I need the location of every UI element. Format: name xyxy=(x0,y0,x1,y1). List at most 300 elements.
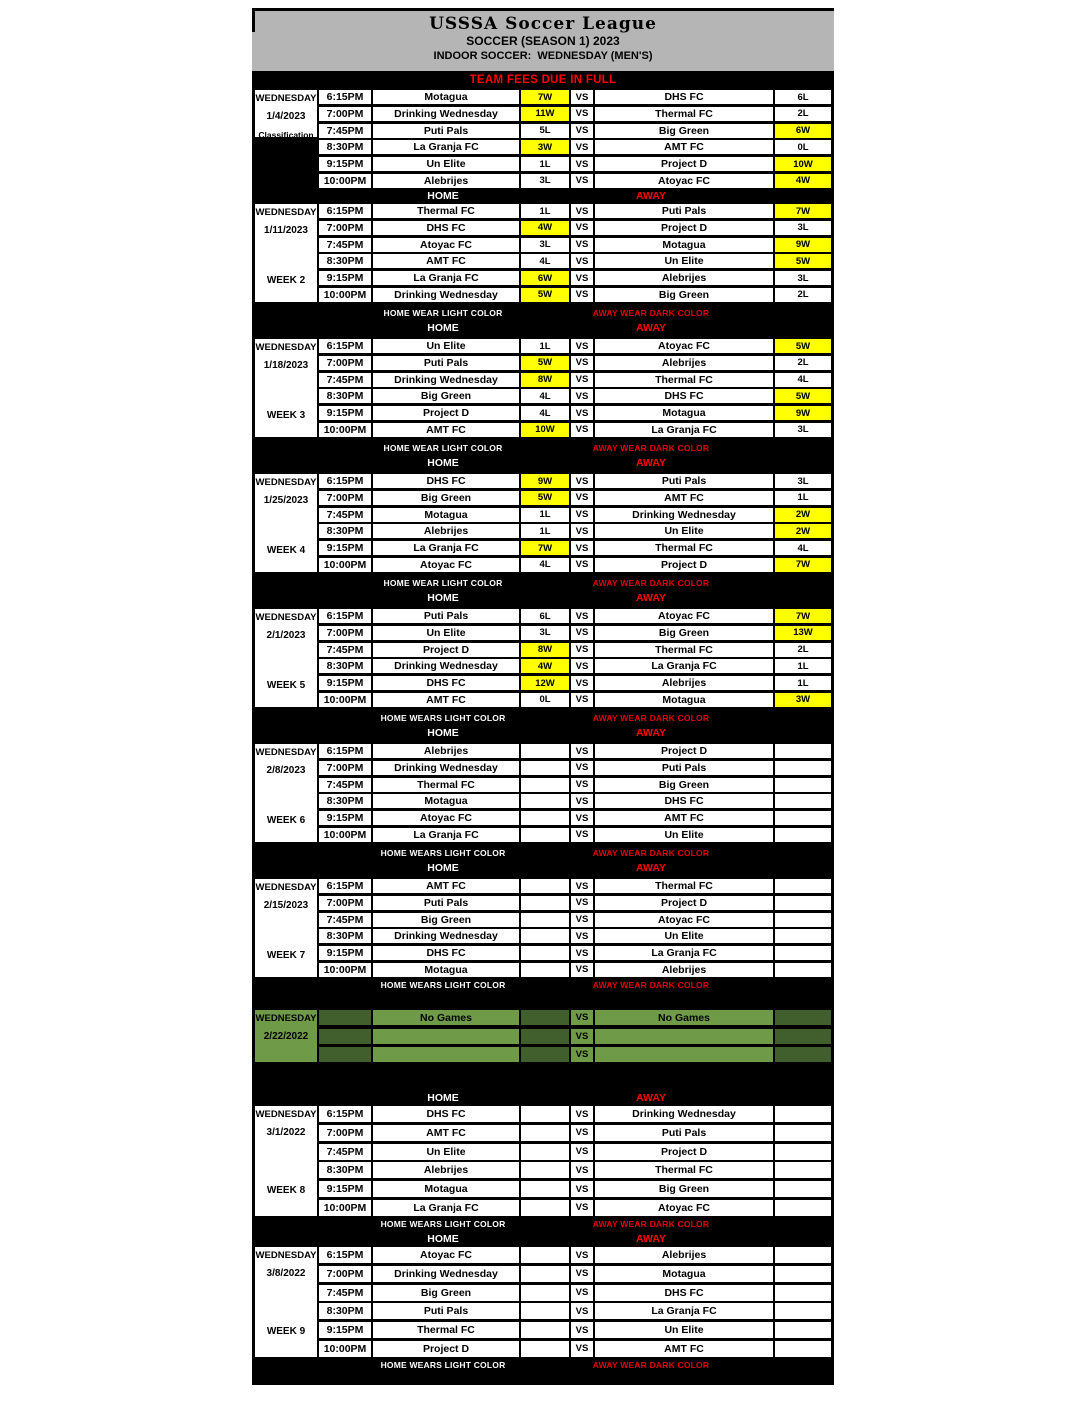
game-row xyxy=(319,90,831,104)
away-team-cell: DHS FC xyxy=(595,1285,773,1301)
away-result-cell: 2L xyxy=(775,643,831,657)
away-result-cell xyxy=(775,879,831,893)
away-team-cell: La Granja FC xyxy=(595,946,773,960)
league-header xyxy=(252,8,834,71)
home-result-cell: 5W xyxy=(521,288,569,302)
time-cell: 9:15PM xyxy=(319,157,371,171)
vs-cell: VS xyxy=(571,124,593,138)
vs-cell: VS xyxy=(571,693,593,707)
game-row xyxy=(319,558,831,572)
home-result-cell xyxy=(521,929,569,943)
date-column xyxy=(255,1010,317,1062)
week-label: WEEK 6 xyxy=(266,815,306,826)
game-row xyxy=(319,1322,831,1338)
home-result-cell: 4W xyxy=(521,221,569,235)
vs-cell: VS xyxy=(571,1285,593,1301)
time-cell: 9:15PM xyxy=(319,811,371,825)
game-row xyxy=(319,929,831,943)
away-team-cell: Un Elite xyxy=(595,254,773,268)
away-team-cell: Un Elite xyxy=(595,1322,773,1338)
day-label: WEDNESDAY xyxy=(255,612,317,623)
time-cell: 7:00PM xyxy=(319,1125,371,1141)
home-result-cell: 6W xyxy=(521,271,569,285)
band-line xyxy=(252,441,834,456)
home-band-label: HOME xyxy=(427,322,459,334)
week-label: WEEK 4 xyxy=(266,545,306,556)
game-row xyxy=(319,1303,831,1319)
games-rows xyxy=(319,1247,831,1357)
away-team-cell: Puti Pals xyxy=(595,1125,773,1141)
home-result-cell: 12W xyxy=(521,676,569,690)
away-team-cell: Atoyac FC xyxy=(595,609,773,623)
vs-cell: VS xyxy=(571,1303,593,1319)
home-team-cell: Puti Pals xyxy=(373,609,519,623)
away-result-cell xyxy=(775,1181,831,1197)
home-team-cell: Project D xyxy=(373,643,519,657)
vs-cell: VS xyxy=(571,761,593,775)
time-cell: 10:00PM xyxy=(319,558,371,572)
home-result-cell xyxy=(521,879,569,893)
away-result-cell xyxy=(775,1162,831,1178)
away-team-cell: Alebrijes xyxy=(595,1247,773,1263)
away-result-cell xyxy=(775,1322,831,1338)
away-team-cell: Thermal FC xyxy=(595,643,773,657)
home-team-cell: La Granja FC xyxy=(373,828,519,842)
home-away-band xyxy=(252,978,834,993)
home-team-cell: No Games xyxy=(373,1010,519,1025)
away-band-label: AWAY xyxy=(636,1233,666,1245)
vs-cell: VS xyxy=(571,1162,593,1178)
date-cell xyxy=(255,1010,317,1062)
home-result-cell: 6L xyxy=(521,609,569,623)
vs-cell: VS xyxy=(571,423,593,437)
time-cell: 6:15PM xyxy=(319,474,371,488)
home-team-cell: Thermal FC xyxy=(373,778,519,792)
home-result-cell: 7W xyxy=(521,90,569,104)
home-team-cell: Atoyac FC xyxy=(373,558,519,572)
game-row xyxy=(319,1285,831,1301)
game-row xyxy=(319,524,831,538)
away-band-label: AWAY xyxy=(636,727,666,739)
game-row xyxy=(319,1106,831,1122)
vs-cell: VS xyxy=(571,609,593,623)
away-result-cell xyxy=(775,946,831,960)
vs-cell: VS xyxy=(571,107,593,121)
home-band-label: HOME WEAR LIGHT COLOR xyxy=(383,308,503,318)
home-team-cell: Alebrijes xyxy=(373,524,519,538)
home-result-cell: 5W xyxy=(521,356,569,370)
spacer xyxy=(252,1063,834,1091)
game-row xyxy=(319,913,831,927)
vs-cell: VS xyxy=(571,254,593,268)
time-cell: 6:15PM xyxy=(319,879,371,893)
away-team-cell: Thermal FC xyxy=(595,373,773,387)
time-cell: 7:45PM xyxy=(319,508,371,522)
away-team-cell xyxy=(595,1047,773,1062)
home-result-cell: 3W xyxy=(521,140,569,154)
away-result-cell: 5W xyxy=(775,339,831,353)
vs-cell: VS xyxy=(571,474,593,488)
day-label: WEDNESDAY xyxy=(255,342,317,353)
away-result-cell: 5W xyxy=(775,389,831,403)
vs-cell: VS xyxy=(571,288,593,302)
home-result-cell xyxy=(521,1341,569,1357)
home-band-label: HOME WEAR LIGHT COLOR xyxy=(383,443,503,453)
away-band-label: AWAY WEAR DARK COLOR xyxy=(592,980,710,990)
home-band-label: HOME WEARS LIGHT COLOR xyxy=(380,713,506,723)
home-away-band xyxy=(252,1358,834,1373)
games-rows xyxy=(319,204,831,302)
home-team-cell: Un Elite xyxy=(373,157,519,171)
home-result-cell xyxy=(521,896,569,910)
date-cell xyxy=(255,744,317,842)
date-label: 2/22/2022 xyxy=(263,1031,309,1042)
home-team-cell: Motagua xyxy=(373,508,519,522)
game-row xyxy=(319,107,831,121)
home-team-cell: Drinking Wednesday xyxy=(373,373,519,387)
home-team-cell: DHS FC xyxy=(373,221,519,235)
away-result-cell xyxy=(775,1341,831,1357)
home-band-label: HOME WEARS LIGHT COLOR xyxy=(380,848,506,858)
away-result-cell: 10W xyxy=(775,157,831,171)
date-label: 1/25/2023 xyxy=(263,495,309,506)
home-team-cell: Atoyac FC xyxy=(373,811,519,825)
vs-cell: VS xyxy=(571,356,593,370)
away-band-label: AWAY WEAR DARK COLOR xyxy=(592,578,710,588)
time-cell xyxy=(319,1010,371,1025)
home-result-cell: 3L xyxy=(521,238,569,252)
date-cell xyxy=(255,90,317,140)
home-away-band xyxy=(252,708,834,743)
home-result-cell: 3L xyxy=(521,626,569,640)
home-team-cell: Un Elite xyxy=(373,339,519,353)
home-team-cell: AMT FC xyxy=(373,254,519,268)
home-team-cell: Atoyac FC xyxy=(373,1247,519,1263)
home-away-band xyxy=(252,189,834,203)
away-band-label: AWAY WEAR DARK COLOR xyxy=(592,1360,710,1370)
away-band-label: AWAY xyxy=(636,592,666,604)
away-result-cell xyxy=(775,778,831,792)
date-label: 2/15/2023 xyxy=(263,900,309,911)
home-band-label: HOME WEAR LIGHT COLOR xyxy=(383,578,503,588)
games-rows xyxy=(319,609,831,707)
home-result-cell xyxy=(521,744,569,758)
vs-cell: VS xyxy=(571,879,593,893)
time-cell: 7:00PM xyxy=(319,626,371,640)
home-result-cell xyxy=(521,1285,569,1301)
home-team-cell: Big Green xyxy=(373,491,519,505)
game-row xyxy=(319,761,831,775)
away-result-cell: 1L xyxy=(775,676,831,690)
away-band-label: AWAY WEAR DARK COLOR xyxy=(592,308,710,318)
home-band-label: HOME xyxy=(427,1233,459,1245)
home-result-cell: 4L xyxy=(521,389,569,403)
spacer xyxy=(252,993,834,1009)
away-team-cell: Atoyac FC xyxy=(595,339,773,353)
time-cell: 7:00PM xyxy=(319,107,371,121)
time-cell: 8:30PM xyxy=(319,1162,371,1178)
home-result-cell: 8W xyxy=(521,643,569,657)
away-result-cell: 2L xyxy=(775,356,831,370)
away-team-cell: Atoyac FC xyxy=(595,913,773,927)
vs-cell: VS xyxy=(571,828,593,842)
home-team-cell: Puti Pals xyxy=(373,896,519,910)
game-row xyxy=(319,271,831,285)
away-team-cell: Project D xyxy=(595,157,773,171)
time-cell: 9:15PM xyxy=(319,676,371,690)
home-team-cell: Drinking Wednesday xyxy=(373,107,519,121)
game-row xyxy=(319,339,831,353)
away-team-cell: AMT FC xyxy=(595,811,773,825)
date-column xyxy=(255,90,317,188)
home-team-cell: DHS FC xyxy=(373,474,519,488)
time-cell: 8:30PM xyxy=(319,389,371,403)
home-away-band xyxy=(252,438,834,473)
home-result-cell: 5L xyxy=(521,124,569,138)
home-result-cell xyxy=(521,794,569,808)
game-row xyxy=(319,174,831,188)
game-row xyxy=(319,254,831,268)
home-result-cell: 1L xyxy=(521,524,569,538)
home-result-cell xyxy=(521,1162,569,1178)
away-team-cell: Alebrijes xyxy=(595,271,773,285)
home-away-band xyxy=(252,573,834,608)
game-row xyxy=(319,423,831,437)
week-label: WEEK 2 xyxy=(266,275,306,286)
home-result-cell xyxy=(521,1303,569,1319)
time-cell: 8:30PM xyxy=(319,929,371,943)
date-cell xyxy=(255,339,317,437)
vs-cell: VS xyxy=(571,204,593,218)
date-label: 1/11/2023 xyxy=(264,225,308,236)
home-band-label: HOME xyxy=(427,457,459,469)
time-cell: 7:45PM xyxy=(319,643,371,657)
game-row xyxy=(319,676,831,690)
date-column xyxy=(255,1247,317,1357)
home-team-cell: Drinking Wednesday xyxy=(373,288,519,302)
home-result-cell: 1L xyxy=(521,204,569,218)
vs-cell: VS xyxy=(571,794,593,808)
away-result-cell: 3L xyxy=(775,423,831,437)
home-result-cell: 0L xyxy=(521,693,569,707)
band-line xyxy=(252,591,834,605)
home-team-cell: Puti Pals xyxy=(373,1303,519,1319)
home-band-label: HOME xyxy=(427,727,459,739)
home-result-cell xyxy=(521,1247,569,1263)
week-block xyxy=(252,743,834,843)
away-result-cell: 3L xyxy=(775,221,831,235)
away-team-cell: Motagua xyxy=(595,238,773,252)
away-team-cell: Big Green xyxy=(595,626,773,640)
time-cell: 6:15PM xyxy=(319,90,371,104)
date-cell xyxy=(255,879,317,977)
game-row xyxy=(319,157,831,171)
away-team-cell: DHS FC xyxy=(595,90,773,104)
time-cell: 9:15PM xyxy=(319,406,371,420)
time-cell: 9:15PM xyxy=(319,541,371,555)
time-cell: 6:15PM xyxy=(319,204,371,218)
home-result-cell: 4L xyxy=(521,406,569,420)
away-team-cell: Big Green xyxy=(595,124,773,138)
away-band-label: AWAY xyxy=(636,190,666,202)
home-result-cell: 4L xyxy=(521,254,569,268)
no-games-row xyxy=(319,1029,831,1044)
home-result-cell: 9W xyxy=(521,474,569,488)
away-team-cell: Thermal FC xyxy=(595,1162,773,1178)
fees-notice: TEAM FEES DUE IN FULL xyxy=(469,74,617,86)
away-result-cell xyxy=(775,1200,831,1216)
home-team-cell: Drinking Wednesday xyxy=(373,761,519,775)
away-team-cell: Project D xyxy=(595,1144,773,1160)
home-team-cell: Alebrijes xyxy=(373,174,519,188)
home-result-cell xyxy=(521,1181,569,1197)
home-band-label: HOME WEARS LIGHT COLOR xyxy=(380,980,506,990)
away-team-cell: DHS FC xyxy=(595,389,773,403)
away-result-cell: 7W xyxy=(775,204,831,218)
vs-cell: VS xyxy=(571,1247,593,1263)
away-result-cell xyxy=(775,913,831,927)
band-line xyxy=(252,846,834,861)
game-row xyxy=(319,811,831,825)
away-team-cell: Un Elite xyxy=(595,828,773,842)
away-result-cell xyxy=(775,896,831,910)
week-block xyxy=(252,1105,834,1217)
time-cell: 9:15PM xyxy=(319,946,371,960)
away-team-cell: Atoyac FC xyxy=(595,1200,773,1216)
band-line xyxy=(252,726,834,740)
time-cell: 7:45PM xyxy=(319,238,371,252)
home-result-cell xyxy=(521,1010,569,1025)
season-subtitle: SOCCER (SEASON 1) 2023 xyxy=(466,34,620,48)
date-column xyxy=(255,609,317,707)
time-cell: 10:00PM xyxy=(319,828,371,842)
home-result-cell xyxy=(521,1266,569,1282)
band-line xyxy=(252,711,834,726)
vs-cell: VS xyxy=(571,1341,593,1357)
home-team-cell xyxy=(373,1047,519,1062)
away-team-cell: Drinking Wednesday xyxy=(595,508,773,522)
game-row xyxy=(319,389,831,403)
home-result-cell xyxy=(521,1322,569,1338)
away-team-cell: La Granja FC xyxy=(595,659,773,673)
home-result-cell: 1L xyxy=(521,508,569,522)
band-line xyxy=(252,1091,834,1105)
away-result-cell: 13W xyxy=(775,626,831,640)
vs-cell: VS xyxy=(571,929,593,943)
away-result-cell xyxy=(775,1303,831,1319)
time-cell: 8:30PM xyxy=(319,1303,371,1319)
game-row xyxy=(319,794,831,808)
home-team-cell: Thermal FC xyxy=(373,1322,519,1338)
day-label: WEDNESDAY xyxy=(255,477,317,488)
away-result-cell: 2L xyxy=(775,288,831,302)
away-team-cell: La Granja FC xyxy=(595,1303,773,1319)
vs-cell: VS xyxy=(571,1144,593,1160)
vs-cell: VS xyxy=(571,157,593,171)
time-cell: 10:00PM xyxy=(319,174,371,188)
band-line xyxy=(252,1217,834,1232)
game-row xyxy=(319,1162,831,1178)
away-result-cell xyxy=(775,1106,831,1122)
vs-cell: VS xyxy=(571,238,593,252)
home-result-cell: 4L xyxy=(521,558,569,572)
home-team-cell: AMT FC xyxy=(373,1125,519,1141)
home-away-band xyxy=(252,1217,834,1232)
game-row xyxy=(319,828,831,842)
time-cell: 10:00PM xyxy=(319,1200,371,1216)
game-row xyxy=(319,1341,831,1357)
home-result-cell xyxy=(521,1125,569,1141)
away-band-label: AWAY xyxy=(636,862,666,874)
date-column xyxy=(255,744,317,842)
home-team-cell: Motagua xyxy=(373,794,519,808)
day-label: WEDNESDAY xyxy=(255,747,317,758)
time-cell: 7:00PM xyxy=(319,1266,371,1282)
games-rows xyxy=(319,90,831,188)
home-result-cell xyxy=(521,913,569,927)
home-team-cell: Big Green xyxy=(373,1285,519,1301)
game-row xyxy=(319,609,831,623)
home-team-cell: AMT FC xyxy=(373,693,519,707)
away-team-cell: Big Green xyxy=(595,1181,773,1197)
game-row xyxy=(319,373,831,387)
home-team-cell: Atoyac FC xyxy=(373,238,519,252)
game-row xyxy=(319,356,831,370)
time-cell: 6:15PM xyxy=(319,744,371,758)
home-team-cell: DHS FC xyxy=(373,676,519,690)
games-rows xyxy=(319,339,831,437)
time-cell: 10:00PM xyxy=(319,423,371,437)
home-team-cell: La Granja FC xyxy=(373,140,519,154)
vs-cell: VS xyxy=(571,896,593,910)
day-label: WEDNESDAY xyxy=(255,882,317,893)
vs-cell: VS xyxy=(571,1125,593,1141)
vs-cell: VS xyxy=(571,1029,593,1044)
home-result-cell xyxy=(521,778,569,792)
home-result-cell: 10W xyxy=(521,423,569,437)
away-result-cell: 9W xyxy=(775,238,831,252)
away-team-cell: Project D xyxy=(595,744,773,758)
home-team-cell: Project D xyxy=(373,1341,519,1357)
date-cell xyxy=(255,1106,317,1216)
vs-cell: VS xyxy=(571,659,593,673)
week-label: WEEK 3 xyxy=(266,410,306,421)
date-column xyxy=(255,879,317,977)
away-team-cell: Puti Pals xyxy=(595,204,773,218)
vs-cell: VS xyxy=(571,90,593,104)
day-label: WEDNESDAY xyxy=(255,207,317,218)
game-row xyxy=(319,879,831,893)
band-line xyxy=(252,306,834,321)
game-row xyxy=(319,1144,831,1160)
vs-cell: VS xyxy=(571,406,593,420)
game-row xyxy=(319,778,831,792)
game-row xyxy=(319,508,831,522)
home-result-cell xyxy=(521,828,569,842)
home-team-cell: Big Green xyxy=(373,389,519,403)
away-team-cell: Big Green xyxy=(595,778,773,792)
away-result-cell xyxy=(775,1047,831,1062)
away-result-cell: 5W xyxy=(775,254,831,268)
home-result-cell xyxy=(521,1144,569,1160)
away-team-cell: Un Elite xyxy=(595,524,773,538)
time-cell: 10:00PM xyxy=(319,288,371,302)
away-result-cell: 6W xyxy=(775,124,831,138)
away-result-cell xyxy=(775,811,831,825)
home-result-cell xyxy=(521,1029,569,1044)
time-cell: 6:15PM xyxy=(319,609,371,623)
away-result-cell: 4L xyxy=(775,541,831,555)
